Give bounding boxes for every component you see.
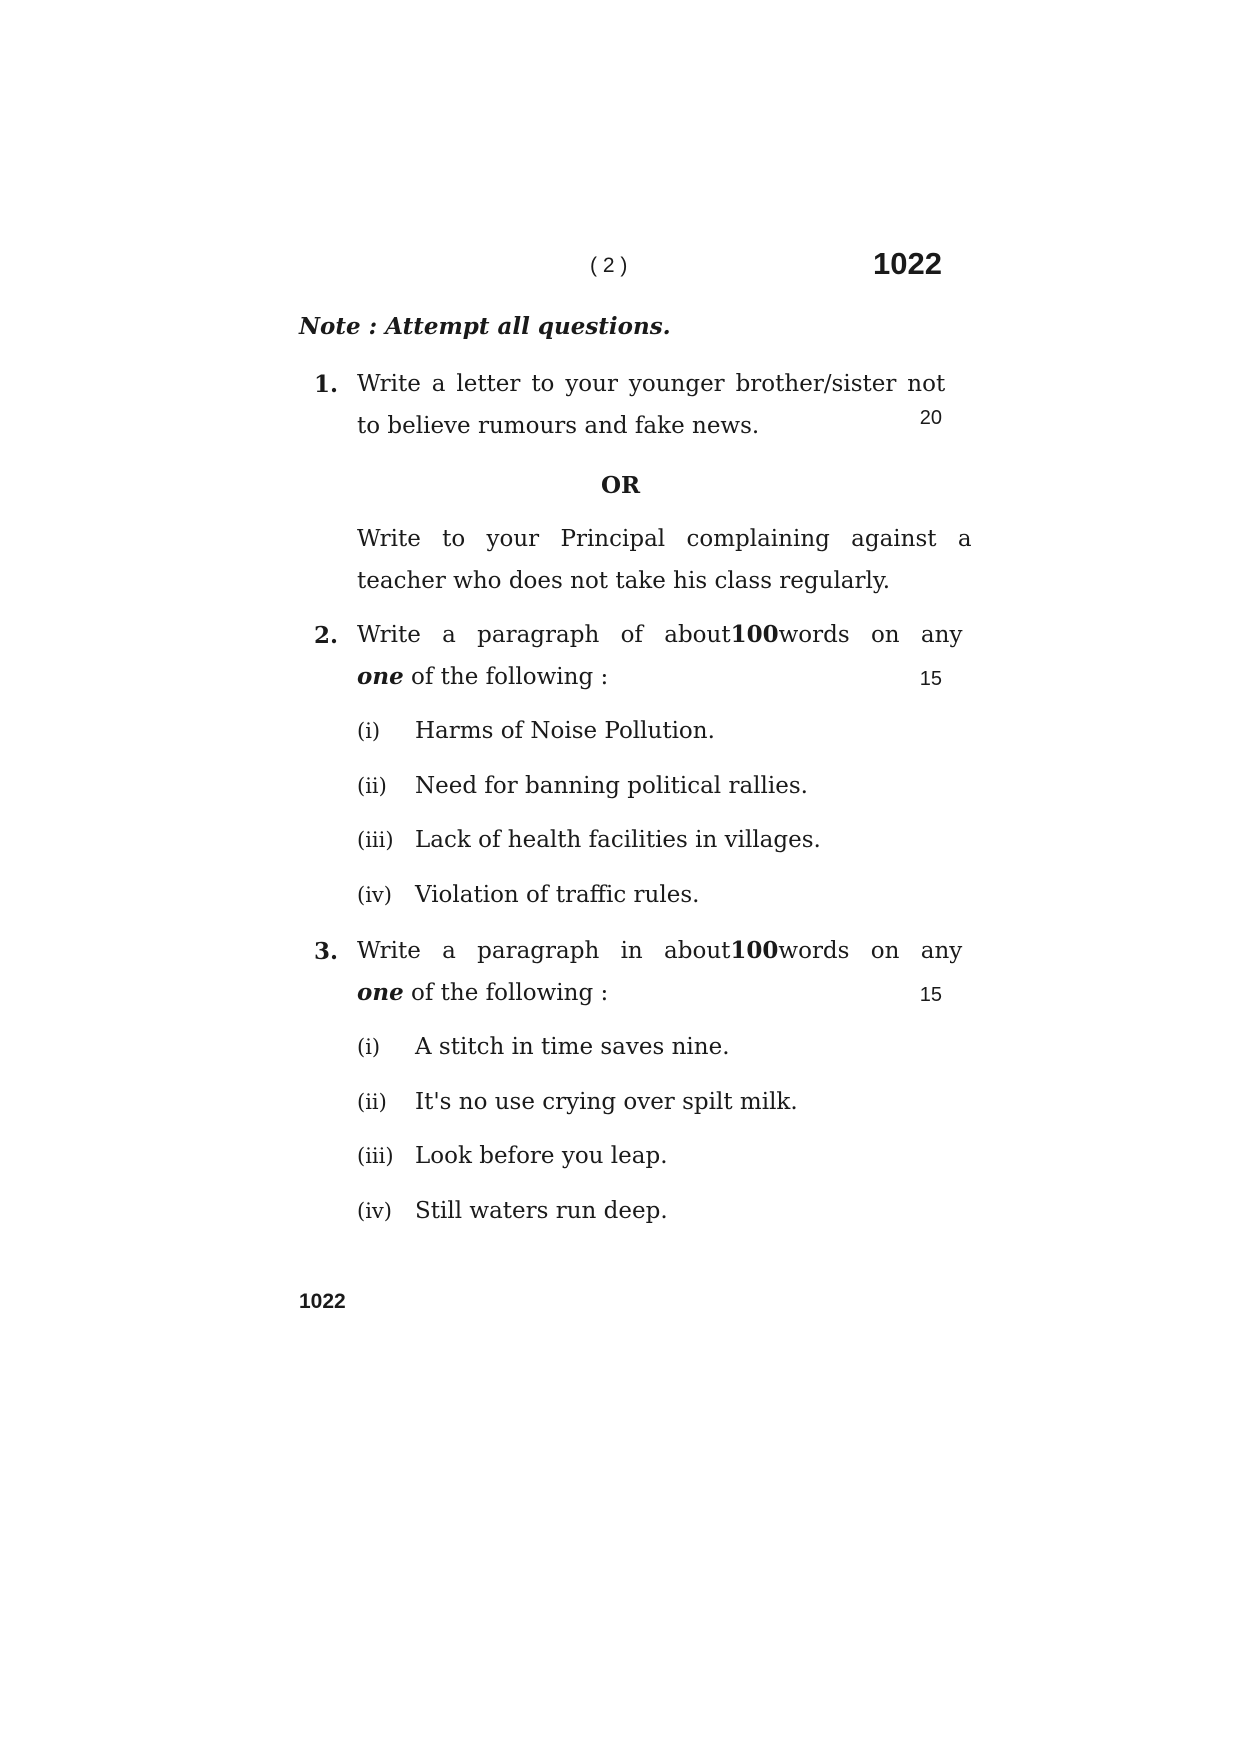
line-part: words on any xyxy=(778,622,963,648)
list-item xyxy=(357,773,808,799)
paper-code-footer: 1022 xyxy=(299,1290,346,1313)
question-line: teacher who does not take his class regularly. xyxy=(357,568,891,594)
option-text: Harms of Noise Pollution. xyxy=(415,718,715,744)
marks: 20 xyxy=(919,407,942,429)
line-part: of the following : xyxy=(411,664,609,690)
question-line xyxy=(357,518,972,560)
option-numeral: (ii) xyxy=(357,1090,387,1114)
marks: 15 xyxy=(919,984,942,1006)
question-text xyxy=(357,930,963,1014)
line-part: Write a paragraph in about xyxy=(357,938,731,964)
option-numeral: (i) xyxy=(357,1035,381,1059)
or-separator: OR xyxy=(601,472,641,499)
option-numeral: (iv) xyxy=(357,883,392,907)
question-number: 3. xyxy=(314,938,339,965)
option-numeral: (iv) xyxy=(357,1199,392,1223)
list-item xyxy=(357,1034,730,1060)
line-part: of the following : xyxy=(411,980,609,1006)
word-count: 100 xyxy=(730,937,779,964)
option-text: Still waters run deep. xyxy=(415,1198,668,1224)
line-part: words on any xyxy=(778,938,963,964)
option-text: It's no use crying over spilt milk. xyxy=(415,1089,798,1115)
list-item xyxy=(357,1089,798,1115)
question-line: to believe rumours and fake news. xyxy=(357,413,760,439)
list-item xyxy=(357,827,821,853)
marks: 15 xyxy=(919,668,942,690)
emphasis-word: one xyxy=(357,979,404,1006)
question-line xyxy=(357,656,942,698)
option-numeral: (i) xyxy=(357,719,381,743)
emphasis-word: one xyxy=(357,663,404,690)
question-line xyxy=(357,614,963,656)
option-numeral: (iii) xyxy=(357,1144,394,1168)
paper-code-header: 1022 xyxy=(873,246,942,281)
list-item xyxy=(357,1198,668,1224)
question-number: 2. xyxy=(314,622,339,649)
option-text: Violation of traffic rules. xyxy=(415,882,700,908)
question-line: Write a letter to your younger brother/sister not xyxy=(357,371,946,397)
alt-line-1: Write to your Principal complaining against a xyxy=(357,526,972,552)
list-item xyxy=(357,718,715,744)
question-line xyxy=(357,930,963,972)
list-item xyxy=(357,882,699,908)
line-part: Write a paragraph of about xyxy=(357,622,731,648)
question-line xyxy=(357,972,942,1014)
word-count: 100 xyxy=(730,621,779,648)
option-numeral: (ii) xyxy=(357,774,387,798)
question-text xyxy=(357,518,972,602)
instructions-note: Note : Attempt all questions. xyxy=(299,313,671,340)
option-text: Need for banning political rallies. xyxy=(415,773,808,799)
option-text: Look before you leap. xyxy=(415,1143,668,1169)
list-item xyxy=(357,1143,668,1169)
option-text: Lack of health facilities in villages. xyxy=(415,827,821,853)
question-text xyxy=(357,363,946,447)
page-number: ( 2 ) xyxy=(590,254,628,277)
option-text: A stitch in time saves nine. xyxy=(415,1034,730,1060)
question-number: 1. xyxy=(314,371,339,398)
option-numeral: (iii) xyxy=(357,828,394,852)
question-text xyxy=(357,614,963,698)
